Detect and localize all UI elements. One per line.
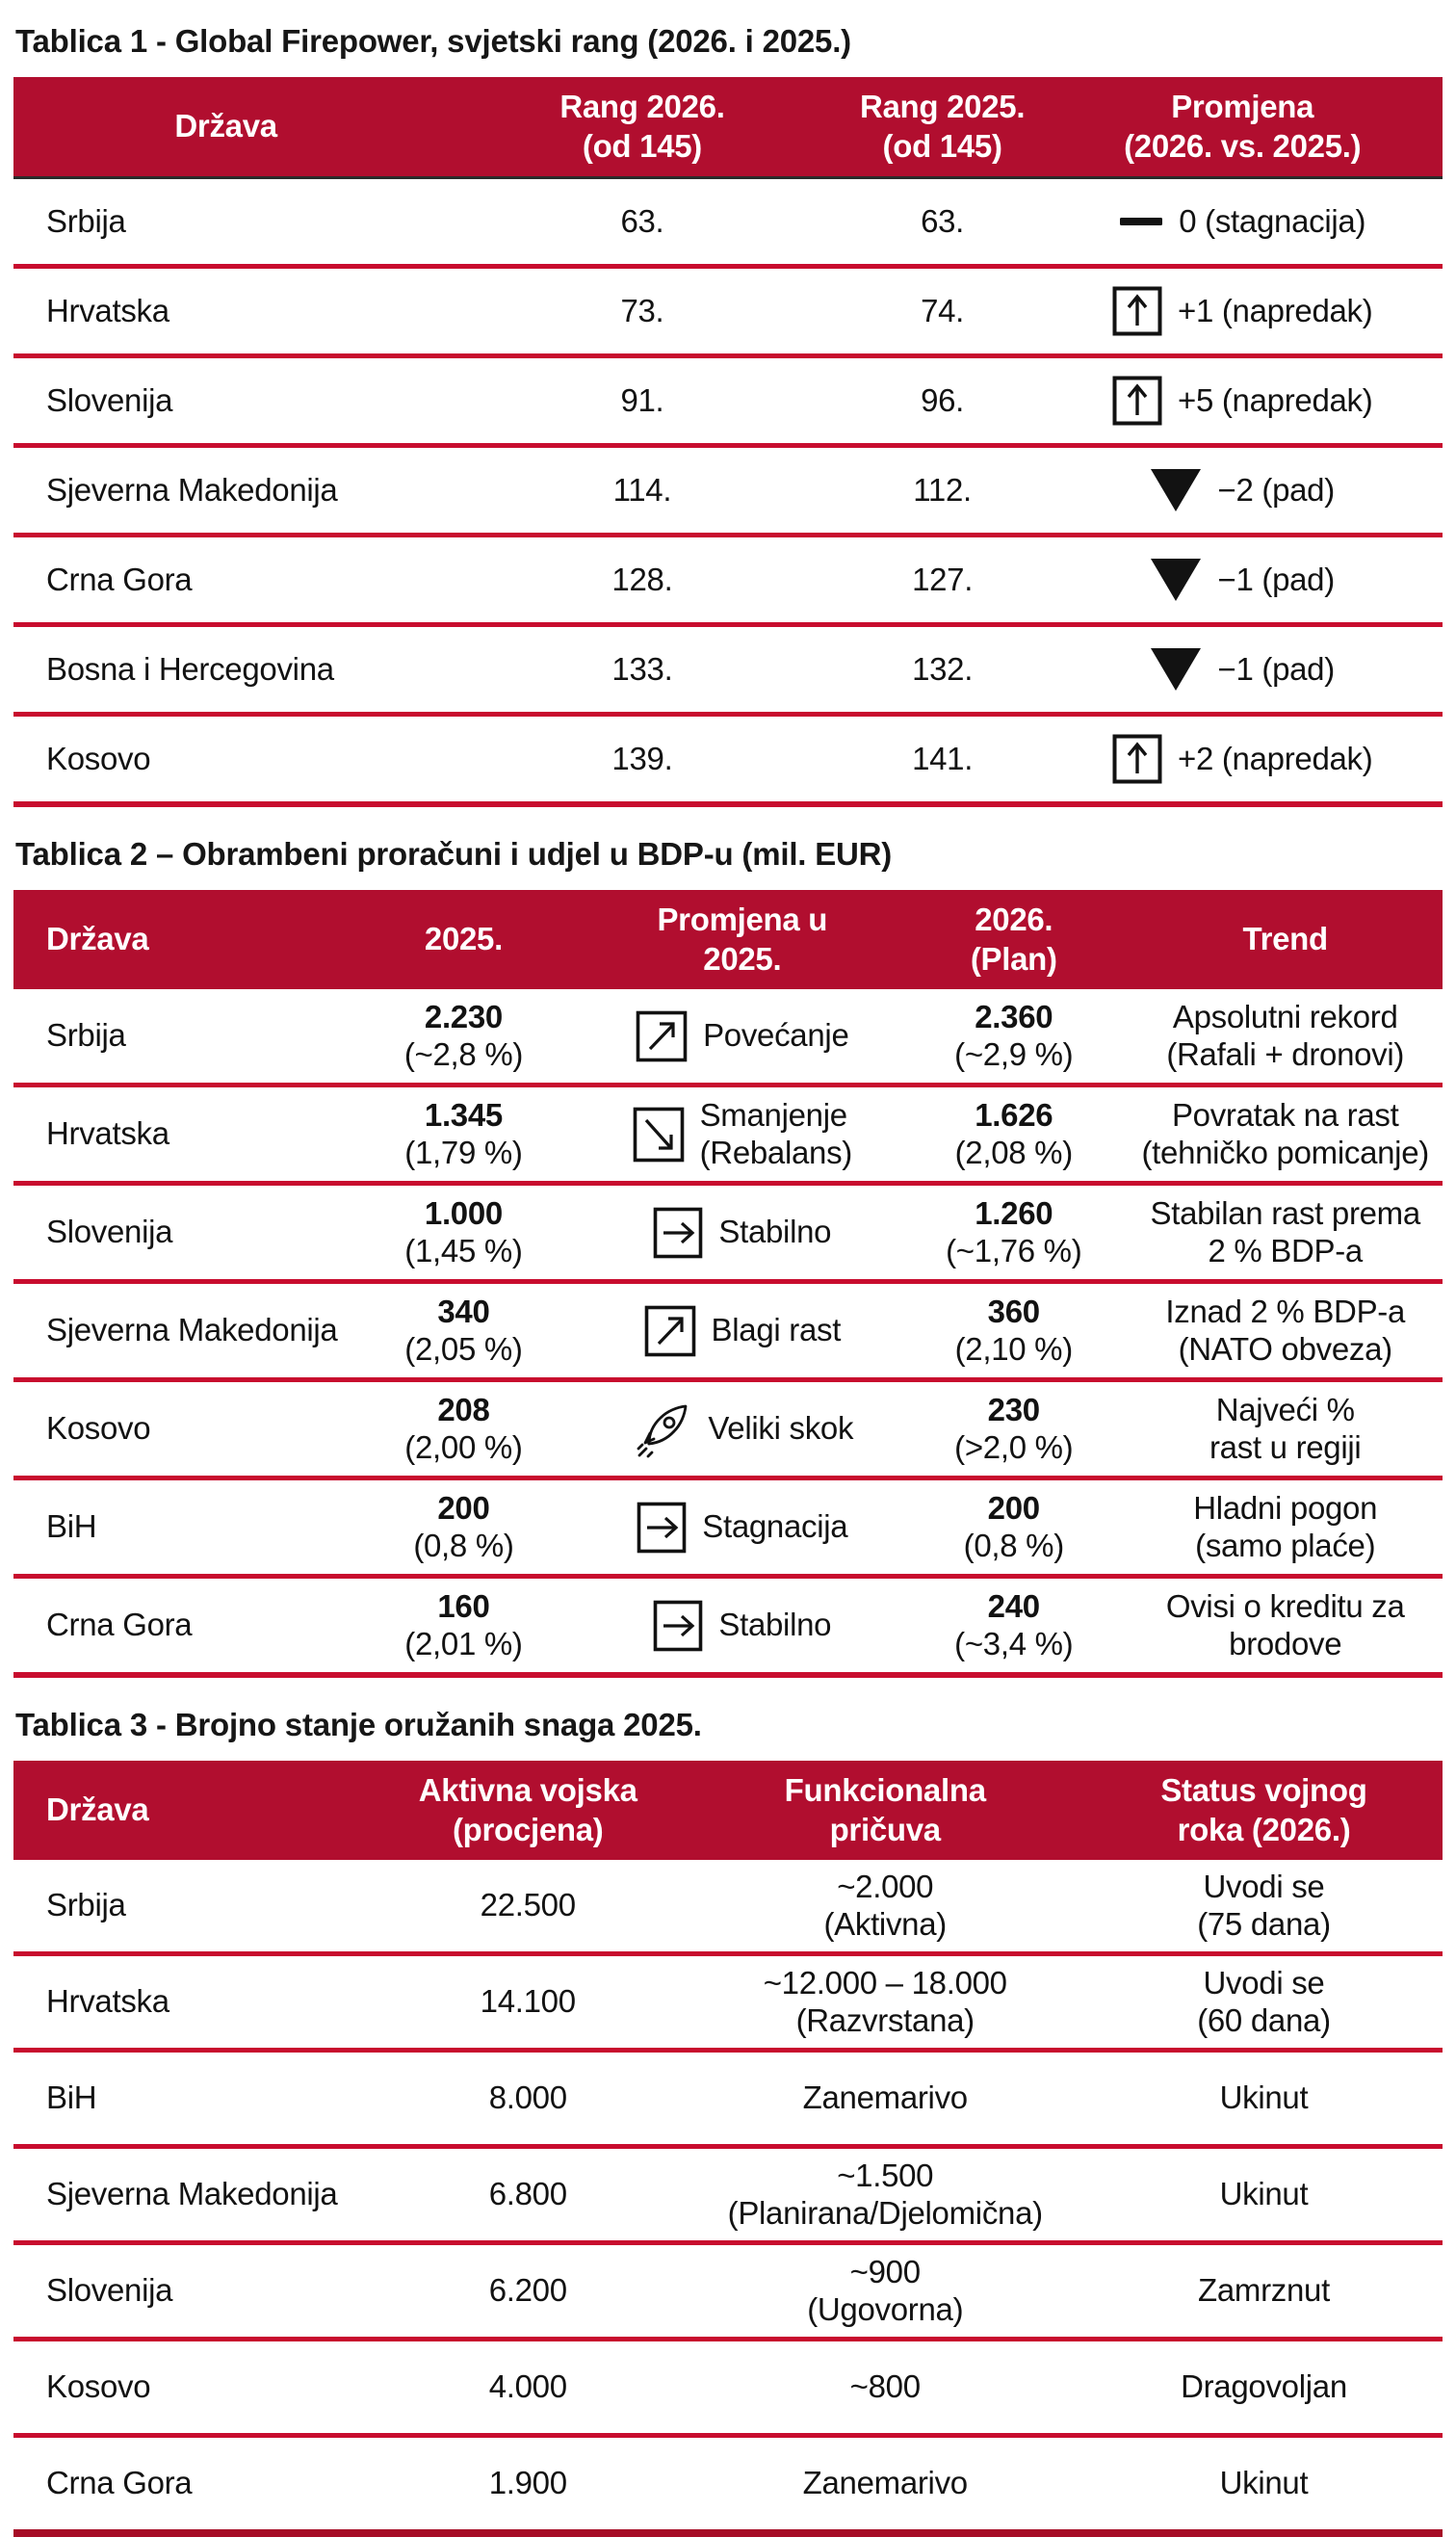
change-label — [703, 1017, 848, 1055]
plan-2026-cell — [899, 993, 1128, 1080]
trend-line-2: (tehničko pomicanje) — [1141, 1134, 1429, 1170]
reserve-cell — [685, 1959, 1085, 2046]
budget-2025-cell — [342, 1484, 585, 1571]
rank-2026-cell: 73. — [620, 292, 664, 328]
header-cell-country: Država — [174, 108, 277, 144]
budget-2025-share: (2,00 %) — [404, 1428, 523, 1465]
status-line-2: (60 dana) — [1197, 2001, 1331, 2038]
conscription-status-cell — [1085, 1863, 1443, 1949]
table-row — [13, 1284, 1443, 1382]
change-cell — [585, 1004, 899, 1069]
country-cell: Srbija — [46, 202, 126, 239]
change-cell — [585, 1298, 899, 1364]
country-cell: BiH — [46, 1508, 97, 1545]
budget-2025-value: 208 — [437, 1391, 490, 1427]
table-row — [13, 627, 1443, 717]
change-line-1: Stagnacija — [702, 1508, 848, 1545]
triangle-down-icon — [1150, 468, 1202, 512]
country-cell: Srbija — [46, 1887, 126, 1923]
table3-header-row — [13, 1761, 1443, 1860]
header-line: Promjena u — [657, 902, 828, 938]
table-row — [13, 1382, 1443, 1480]
change-label: −1 (pad) — [1217, 561, 1335, 597]
rank-2026-cell: 133. — [611, 650, 673, 687]
header-cell-rank-2026 — [442, 82, 843, 171]
budget-2025-share: (~2,8 %) — [403, 1035, 524, 1072]
country-cell: Crna Gora — [46, 1607, 193, 1643]
budget-2025-share: (2,01 %) — [404, 1625, 523, 1661]
country-cell: Kosovo — [46, 740, 151, 776]
status-line-1: Dragovoljan — [1181, 2368, 1347, 2405]
trend-line-2: (samo plaće) — [1195, 1527, 1376, 1563]
plan-2026-value: 240 — [987, 1587, 1040, 1624]
reserve-line-1: Zanemarivo — [802, 2465, 968, 2501]
triangle-down-icon — [1150, 558, 1202, 602]
trend-line-2: 2 % BDP-a — [1208, 1232, 1363, 1268]
rocket-icon — [631, 1399, 692, 1460]
reserve-cell — [685, 1863, 1085, 1949]
country-cell: Sjeverna Makedonija — [46, 1312, 338, 1348]
plan-2026-share: (0,8 %) — [963, 1527, 1064, 1563]
change-label: 0 (stagnacija) — [1179, 202, 1366, 239]
trend-cell — [1128, 993, 1442, 1080]
header-line: Rang 2025. — [859, 89, 1026, 125]
header-line: roka (2026.) — [1177, 1811, 1351, 1847]
budget-2025-value: 160 — [437, 1587, 490, 1624]
change-label: −2 (pad) — [1217, 471, 1335, 508]
budget-2025-cell — [342, 1582, 585, 1669]
reserve-line-2: (Ugovorna) — [807, 2290, 964, 2327]
header-line: Funkcionalna — [784, 1772, 986, 1809]
active-forces-cell: 8.000 — [488, 2079, 567, 2116]
change-cell — [1042, 552, 1443, 608]
plan-2026-value: 1.260 — [975, 1194, 1053, 1231]
reserve-cell — [685, 2248, 1085, 2335]
country-cell: Hrvatska — [46, 292, 169, 328]
active-forces-cell: 6.200 — [488, 2272, 567, 2309]
header-line: 2025. — [703, 940, 782, 977]
active-forces-cell: 1.900 — [488, 2465, 567, 2501]
budget-2025-cell — [342, 993, 585, 1080]
table-row — [13, 989, 1443, 1087]
change-line-1: Blagi rast — [711, 1312, 842, 1348]
budget-2025-value: 1.000 — [424, 1194, 503, 1231]
reserve-cell — [685, 2363, 1085, 2412]
trend-line-1: Hladni pogon — [1193, 1489, 1378, 1526]
table-row — [13, 717, 1443, 807]
dash-icon — [1119, 199, 1163, 244]
budget-2025-share: (0,8 %) — [413, 1527, 514, 1563]
plan-2026-cell — [899, 1484, 1128, 1571]
change-label — [708, 1410, 853, 1448]
country-cell: Kosovo — [46, 2368, 151, 2405]
table3-title: Tablica 3 - Brojno stanje oružanih snaga 2025. — [15, 1707, 702, 1742]
header-line: Rang 2026. — [559, 89, 725, 125]
trend-line-1: Najveći % — [1215, 1391, 1355, 1427]
conscription-status-cell — [1085, 2459, 1443, 2508]
rank-2025-cell: 132. — [912, 650, 974, 687]
header-cell-trend: Trend — [1242, 921, 1328, 957]
reserve-cell — [685, 2152, 1085, 2238]
change-cell — [1042, 462, 1443, 518]
table-row — [13, 1860, 1443, 1956]
plan-2026-cell — [899, 1190, 1128, 1276]
country-cell: Crna Gora — [46, 561, 193, 597]
table3-section — [13, 1707, 1443, 2537]
country-cell: Slovenija — [46, 2272, 173, 2309]
trend-cell — [1128, 1190, 1442, 1276]
header-line: (od 145) — [882, 127, 1002, 164]
reserve-cell — [685, 2459, 1085, 2508]
budget-2025-value: 340 — [437, 1293, 490, 1329]
plan-2026-share: (2,08 %) — [954, 1134, 1073, 1170]
plan-2026-share: (2,10 %) — [954, 1330, 1073, 1367]
trend-line-2: rast u regiji — [1209, 1428, 1362, 1465]
plan-2026-value: 200 — [987, 1489, 1040, 1526]
table2-section — [13, 836, 1443, 1678]
header-cell-reserve — [685, 1765, 1085, 1855]
trend-cell — [1128, 1484, 1442, 1571]
reserve-line-1: ~1.500 — [837, 2157, 934, 2193]
header-line: (procjena) — [452, 1811, 604, 1847]
change-cell — [1042, 641, 1443, 697]
status-line-1: Uvodi se — [1203, 1964, 1325, 2001]
country-cell: Srbija — [46, 1017, 126, 1054]
rank-2025-cell: 127. — [912, 561, 974, 597]
active-forces-cell: 6.800 — [488, 2176, 567, 2212]
trend-cell — [1128, 1386, 1442, 1473]
trend-line-1: Iznad 2 % BDP-a — [1165, 1293, 1406, 1329]
table-row — [13, 537, 1443, 627]
budget-2025-cell — [342, 1190, 585, 1276]
budget-2025-value: 1.345 — [424, 1096, 503, 1133]
rank-2026-cell: 139. — [611, 740, 673, 776]
budget-2025-share: (2,05 %) — [404, 1330, 523, 1367]
country-cell: Slovenija — [46, 1214, 173, 1250]
box-up-arrow-icon — [1112, 376, 1162, 426]
reserve-line-1: ~12.000 – 18.000 — [763, 1964, 1007, 2001]
change-cell — [1042, 370, 1443, 432]
table-row — [13, 176, 1443, 269]
change-label — [700, 1097, 852, 1172]
change-label: +5 (napredak) — [1177, 381, 1373, 418]
table-row — [13, 1186, 1443, 1284]
active-forces-cell: 4.000 — [488, 2368, 567, 2405]
change-label — [712, 1312, 842, 1349]
reserve-line-2: (Planirana/Djelomična) — [727, 2194, 1043, 2231]
box-right-arrow-icon — [653, 1206, 703, 1260]
plan-2026-cell — [899, 1091, 1128, 1178]
header-line: pričuva — [829, 1811, 941, 1847]
change-label — [718, 1607, 831, 1644]
header-cell-country: Država — [46, 1792, 149, 1828]
change-label — [718, 1214, 831, 1251]
reserve-line-1: Zanemarivo — [802, 2079, 968, 2116]
table-row — [13, 1480, 1443, 1579]
plan-2026-share: (~2,9 %) — [954, 1035, 1074, 1072]
trend-cell — [1128, 1582, 1442, 1669]
table1-body — [13, 176, 1443, 807]
header-cell-conscription-status — [1085, 1765, 1443, 1855]
change-line-1: Stabilno — [718, 1214, 832, 1250]
change-line-2: (Rebalans) — [699, 1134, 853, 1170]
rank-2026-cell: 128. — [611, 561, 673, 597]
change-cell — [1042, 280, 1443, 342]
trend-line-2: (NATO obveza) — [1178, 1330, 1392, 1367]
status-line-1: Ukinut — [1219, 2465, 1309, 2501]
budget-2025-share: (1,79 %) — [404, 1134, 523, 1170]
trend-line-2: brodove — [1229, 1625, 1342, 1661]
plan-2026-value: 2.360 — [975, 998, 1053, 1034]
header-cell-change — [585, 895, 899, 984]
table2-body — [13, 989, 1443, 1678]
change-line-1: Veliki skok — [708, 1410, 854, 1447]
country-cell: Hrvatska — [46, 1983, 169, 2020]
change-line-1: Stabilno — [718, 1607, 832, 1643]
box-right-arrow-icon — [653, 1599, 703, 1653]
change-label: −1 (pad) — [1217, 650, 1335, 687]
table-row — [13, 2245, 1443, 2341]
header-line: 2026. — [975, 902, 1053, 938]
rank-2025-cell: 96. — [921, 381, 965, 418]
table-row — [13, 2438, 1443, 2537]
table-row — [13, 448, 1443, 537]
change-cell — [585, 1495, 899, 1560]
reserve-line-2: (Aktivna) — [823, 1905, 947, 1942]
change-cell — [585, 1091, 899, 1178]
trend-line-1: Ovisi o kreditu za — [1165, 1587, 1405, 1624]
trend-line-1: Povratak na rast — [1171, 1096, 1399, 1133]
rank-2026-cell: 63. — [620, 202, 664, 239]
trend-cell — [1128, 1288, 1442, 1374]
plan-2026-value: 230 — [987, 1391, 1040, 1427]
header-line: Aktivna vojska — [418, 1772, 637, 1809]
status-line-1: Zamrznut — [1198, 2272, 1330, 2309]
table1-header-row — [13, 77, 1443, 176]
reserve-line-1: ~2.000 — [837, 1868, 934, 1904]
reserve-line-2: (Razvrstana) — [795, 2001, 975, 2038]
change-cell — [585, 1393, 899, 1466]
table2-header-row — [13, 890, 1443, 989]
country-cell: Hrvatska — [46, 1115, 169, 1152]
rank-2026-cell: 114. — [612, 471, 672, 508]
rank-2025-cell: 141. — [912, 740, 974, 776]
change-line-1: Smanjenje — [699, 1096, 847, 1133]
trend-line-1: Stabilan rast prema — [1150, 1194, 1420, 1231]
change-cell — [1042, 194, 1443, 249]
rank-2026-cell: 91. — [620, 381, 664, 418]
conscription-status-cell — [1085, 2170, 1443, 2219]
plan-2026-value: 360 — [987, 1293, 1040, 1329]
country-cell: Sjeverna Makedonija — [46, 2176, 338, 2212]
table-row — [13, 2053, 1443, 2149]
box-up-arrow-icon — [1112, 734, 1162, 784]
table-row — [13, 1579, 1443, 1678]
status-line-2: (75 dana) — [1197, 1905, 1331, 1942]
country-cell: Crna Gora — [46, 2465, 193, 2501]
budget-2025-cell — [342, 1288, 585, 1374]
trend-line-2: (Rafali + dronovi) — [1166, 1035, 1405, 1072]
header-cell-country: Država — [46, 921, 149, 957]
status-line-1: Ukinut — [1219, 2176, 1309, 2212]
country-cell: Sjeverna Makedonija — [46, 471, 338, 508]
box-ne-arrow-icon — [636, 1009, 688, 1063]
active-forces-cell: 22.500 — [480, 1887, 576, 1923]
budget-2025-cell — [342, 1091, 585, 1178]
status-line-1: Uvodi se — [1203, 1868, 1325, 1904]
table-row — [13, 1087, 1443, 1186]
table-row — [13, 2341, 1443, 2438]
budget-2025-cell — [342, 1386, 585, 1473]
header-line: Promjena — [1171, 89, 1314, 125]
rank-2025-cell: 63. — [921, 202, 965, 239]
change-cell — [1042, 728, 1443, 790]
header-cell-active-forces — [371, 1765, 685, 1855]
budget-2025-value: 2.230 — [424, 998, 503, 1034]
header-cell-rank-2025 — [843, 82, 1043, 171]
change-cell — [585, 1593, 899, 1659]
header-cell-change — [1042, 82, 1443, 171]
plan-2026-cell — [899, 1386, 1128, 1473]
box-decline-icon — [633, 1106, 685, 1164]
table-row — [13, 269, 1443, 358]
table-row — [13, 1956, 1443, 2053]
country-cell: Kosovo — [46, 1410, 151, 1447]
table1-title: Tablica 1 - Global Firepower, svjetski rang (2026. i 2025.) — [15, 23, 851, 59]
plan-2026-value: 1.626 — [975, 1096, 1053, 1133]
conscription-status-cell — [1085, 2074, 1443, 2123]
triangle-down-icon — [1150, 647, 1202, 692]
change-cell — [585, 1200, 899, 1266]
change-label — [702, 1508, 847, 1546]
reserve-cell — [685, 2074, 1085, 2123]
plan-2026-cell — [899, 1288, 1128, 1374]
status-line-1: Ukinut — [1219, 2079, 1309, 2116]
header-line: Status vojnog — [1160, 1772, 1367, 1809]
budget-2025-share: (1,45 %) — [404, 1232, 523, 1268]
header-line: (Plan) — [970, 940, 1057, 977]
reserve-line-1: ~800 — [849, 2368, 921, 2405]
change-label: +2 (napredak) — [1177, 740, 1373, 776]
box-ne-arrow-icon — [644, 1304, 696, 1358]
plan-2026-cell — [899, 1582, 1128, 1669]
change-line-1: Povećanje — [703, 1017, 849, 1054]
box-up-arrow-icon — [1112, 286, 1162, 336]
table2-title: Tablica 2 – Obrambeni proračuni i udjel u BDP-u (mil. EUR) — [15, 836, 893, 872]
conscription-status-cell — [1085, 2363, 1443, 2412]
rank-2025-cell: 112. — [913, 471, 972, 508]
country-cell: Bosna i Hercegovina — [46, 650, 334, 687]
table1-section — [13, 23, 1443, 807]
reserve-line-1: ~900 — [849, 2253, 921, 2289]
plan-2026-share: (~3,4 %) — [954, 1625, 1074, 1661]
header-cell-plan-2026 — [899, 895, 1128, 984]
trend-line-1: Apsolutni rekord — [1172, 998, 1398, 1034]
plan-2026-share: (~1,76 %) — [946, 1232, 1082, 1268]
conscription-status-cell — [1085, 2266, 1443, 2315]
header-cell-2025: 2025. — [424, 921, 503, 957]
country-cell: Slovenija — [46, 381, 173, 418]
box-right-arrow-icon — [637, 1501, 687, 1555]
plan-2026-share: (>2,0 %) — [954, 1428, 1074, 1465]
table3-body — [13, 1860, 1443, 2537]
country-cell: BiH — [46, 2079, 97, 2116]
budget-2025-value: 200 — [437, 1489, 490, 1526]
trend-cell — [1128, 1091, 1442, 1178]
header-line: (od 145) — [582, 127, 702, 164]
active-forces-cell: 14.100 — [480, 1983, 576, 2020]
header-line: (2026. vs. 2025.) — [1124, 127, 1362, 164]
rank-2025-cell: 74. — [921, 292, 965, 328]
table-row — [13, 358, 1443, 448]
table-row — [13, 2149, 1443, 2245]
conscription-status-cell — [1085, 1959, 1443, 2046]
change-label: +1 (napredak) — [1177, 292, 1373, 328]
